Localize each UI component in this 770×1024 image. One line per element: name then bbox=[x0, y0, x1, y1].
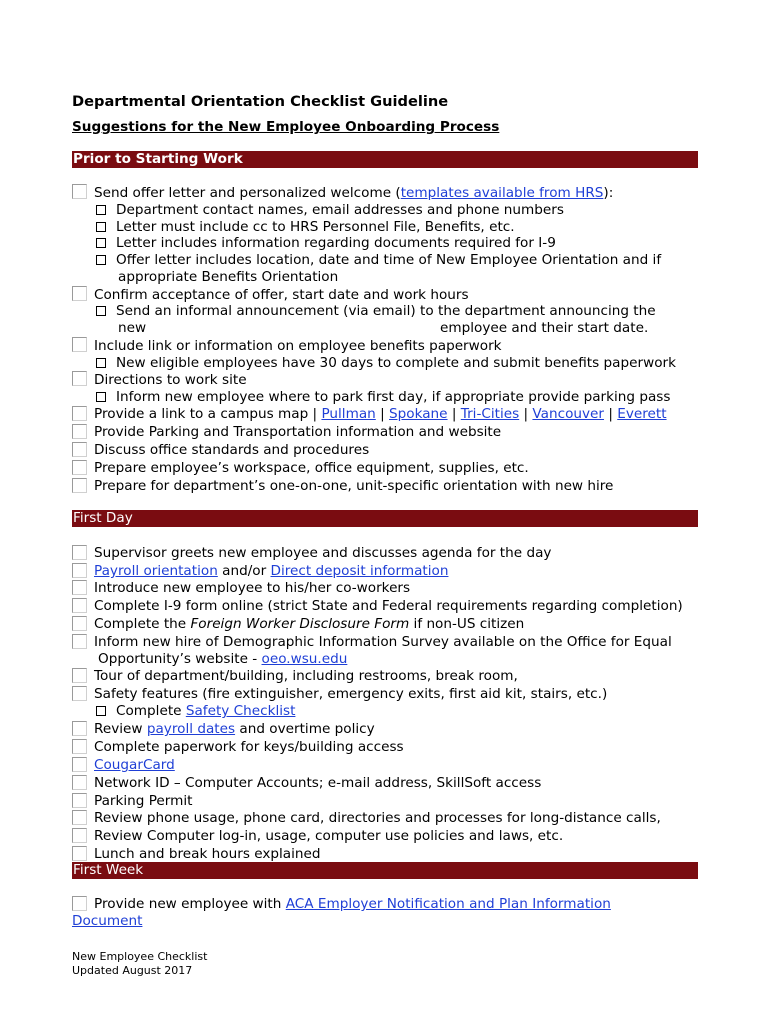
item-introduce: Introduce new employee to his/her co-workers bbox=[94, 580, 411, 596]
square-bullet-icon bbox=[96, 222, 106, 232]
checkbox-parking-info[interactable] bbox=[72, 424, 87, 439]
subitem-announcement-cont-b: employee and their start date. bbox=[440, 320, 649, 336]
page-subtitle: Suggestions for the New Employee Onboarding Process bbox=[72, 119, 500, 135]
item-tour: Tour of department/building, including restrooms, break room, bbox=[94, 668, 518, 684]
item-one-on-one: Prepare for department’s one-on-one, unit-specific orientation with new hire bbox=[94, 478, 614, 494]
square-bullet-icon bbox=[96, 392, 106, 402]
square-bullet-icon bbox=[96, 238, 106, 248]
subitem-announcement-cont-a: new bbox=[118, 320, 147, 336]
subitem-orientation-info: Offer letter includes location, date and time of New Employee Orientation and if bbox=[96, 252, 661, 269]
item-keys: Complete paperwork for keys/building access bbox=[94, 739, 404, 755]
subitem-parking-first-day: Inform new employee where to park first day, if appropriate provide parking pass bbox=[96, 389, 670, 406]
safety-checklist-link[interactable]: Safety Checklist bbox=[185, 703, 296, 719]
item-computer-login: Review Computer log-in, usage, computer use policies and laws, etc. bbox=[94, 828, 564, 844]
checkbox-aca-notification[interactable] bbox=[72, 896, 87, 911]
item-safety-features: Safety features (fire extinguisher, emergency exits, first aid kit, stairs, etc.) bbox=[94, 686, 608, 702]
checkbox-campus-map[interactable] bbox=[72, 406, 87, 421]
square-bullet-icon bbox=[96, 205, 106, 215]
oeo-link[interactable]: oeo.wsu.edu bbox=[261, 651, 348, 667]
checkbox-office-standards[interactable] bbox=[72, 442, 87, 457]
item-phone-usage: Review phone usage, phone card, directories and processes for long-distance calls, bbox=[94, 810, 661, 826]
checkbox-parking-permit[interactable] bbox=[72, 793, 87, 808]
footer-title: New Employee Checklist bbox=[72, 950, 208, 963]
direct-deposit-link[interactable]: Direct deposit information bbox=[270, 563, 449, 579]
item-demographic-survey-cont: Opportunity’s website - oeo.wsu.edu bbox=[98, 651, 348, 667]
section-header-first-week: First Week bbox=[72, 862, 698, 879]
subitem-announcement: Send an informal announcement (via email) to the department announcing the bbox=[96, 303, 656, 320]
checkbox-tour[interactable] bbox=[72, 668, 87, 683]
aca-document-link[interactable]: Document bbox=[72, 913, 143, 929]
item-directions: Directions to work site bbox=[94, 372, 247, 388]
cougarcard-link[interactable]: CougarCard bbox=[94, 757, 175, 773]
checkbox-greets[interactable] bbox=[72, 545, 87, 560]
footer-updated: Updated August 2017 bbox=[72, 964, 193, 977]
item-office-standards: Discuss office standards and procedures bbox=[94, 442, 370, 458]
checkbox-network-id[interactable] bbox=[72, 775, 87, 790]
templates-link[interactable]: templates available from HRS bbox=[400, 185, 604, 201]
subitem-i9-docs: Letter includes information regarding documents required for I-9 bbox=[96, 235, 556, 252]
page-title: Departmental Orientation Checklist Guideline bbox=[72, 93, 449, 110]
square-bullet-icon bbox=[96, 358, 106, 368]
checkbox-payroll-dates[interactable] bbox=[72, 721, 87, 736]
checkbox-foreign-worker[interactable] bbox=[72, 616, 87, 631]
item-workspace: Prepare employee’s workspace, office equipment, supplies, etc. bbox=[94, 460, 529, 476]
checkbox-benefits-link[interactable] bbox=[72, 337, 87, 352]
square-bullet-icon bbox=[96, 255, 106, 265]
vancouver-link[interactable]: Vancouver bbox=[532, 406, 605, 422]
item-campus-map: Provide a link to a campus map | Pullman | Spokane | Tri-Cities | Vancouver | Everett bbox=[94, 406, 667, 422]
payroll-orientation-link[interactable]: Payroll orientation bbox=[94, 563, 218, 579]
checkbox-directions[interactable] bbox=[72, 371, 87, 386]
item-network-id: Network ID – Computer Accounts; e-mail address, SkillSoft access bbox=[94, 775, 542, 791]
checkbox-safety-features[interactable] bbox=[72, 686, 87, 701]
checkbox-workspace[interactable] bbox=[72, 460, 87, 475]
checkbox-one-on-one[interactable] bbox=[72, 478, 87, 493]
pullman-link[interactable]: Pullman bbox=[321, 406, 376, 422]
item-demographic-survey: Inform new hire of Demographic Information Survey available on the Office for Equal bbox=[94, 634, 672, 650]
checkbox-cougarcard[interactable] bbox=[72, 757, 87, 772]
checkbox-introduce[interactable] bbox=[72, 580, 87, 595]
item-parking-permit: Parking Permit bbox=[94, 793, 193, 809]
checkbox-keys[interactable] bbox=[72, 739, 87, 754]
checkbox-payroll-orientation[interactable] bbox=[72, 563, 87, 578]
tri-cities-link[interactable]: Tri-Cities bbox=[460, 406, 520, 422]
checkbox-offer-letter[interactable] bbox=[72, 184, 87, 199]
checkbox-demographic-survey[interactable] bbox=[72, 634, 87, 649]
checkbox-phone-usage[interactable] bbox=[72, 810, 87, 825]
item-foreign-worker: Complete the Foreign Worker Disclosure Form if non-US citizen bbox=[94, 616, 525, 632]
section-header-prior: Prior to Starting Work bbox=[72, 151, 698, 168]
everett-link[interactable]: Everett bbox=[617, 406, 667, 422]
square-bullet-icon bbox=[96, 306, 106, 316]
item-confirm-acceptance: Confirm acceptance of offer, start date and work hours bbox=[94, 287, 469, 303]
item-i9-online: Complete I-9 form online (strict State and Federal requirements regarding completion) bbox=[94, 598, 683, 614]
item-payroll-dates: Review payroll dates and overtime policy bbox=[94, 721, 375, 737]
subitem-contact-names: Department contact names, email addresses and phone numbers bbox=[96, 202, 564, 219]
item-aca-notification: Provide new employee with ACA Employer Notification and Plan Information bbox=[94, 896, 611, 912]
aca-notification-link[interactable]: ACA Employer Notification and Plan Information bbox=[285, 896, 611, 912]
payroll-dates-link[interactable]: payroll dates bbox=[146, 721, 236, 737]
section-header-first-day: First Day bbox=[72, 510, 698, 527]
item-greets: Supervisor greets new employee and discusses agenda for the day bbox=[94, 545, 552, 561]
subitem-orientation-info-cont: appropriate Benefits Orientation bbox=[118, 269, 339, 285]
item-benefits-link: Include link or information on employee benefits paperwork bbox=[94, 338, 502, 354]
item-parking-info: Provide Parking and Transportation information and website bbox=[94, 424, 502, 440]
item-aca-notification-cont bbox=[72, 913, 142, 930]
checkbox-i9-online[interactable] bbox=[72, 598, 87, 613]
subitem-cc-hrs: Letter must include cc to HRS Personnel File, Benefits, etc. bbox=[96, 219, 515, 236]
checkbox-computer-login[interactable] bbox=[72, 828, 87, 843]
checkbox-confirm-acceptance[interactable] bbox=[72, 286, 87, 301]
item-cougarcard bbox=[94, 757, 175, 774]
item-lunch: Lunch and break hours explained bbox=[94, 846, 321, 862]
item-offer-letter: Send offer letter and personalized welcome (templates available from HRS): bbox=[94, 185, 614, 201]
spokane-link[interactable]: Spokane bbox=[389, 406, 448, 422]
square-bullet-icon bbox=[96, 706, 106, 716]
item-payroll-orientation: Payroll orientation and/or Direct deposit information bbox=[94, 563, 449, 579]
subitem-benefits-30-days: New eligible employees have 30 days to complete and submit benefits paperwork bbox=[96, 355, 676, 372]
checkbox-lunch[interactable] bbox=[72, 846, 87, 861]
subitem-safety-checklist: Complete Safety Checklist bbox=[96, 703, 295, 720]
